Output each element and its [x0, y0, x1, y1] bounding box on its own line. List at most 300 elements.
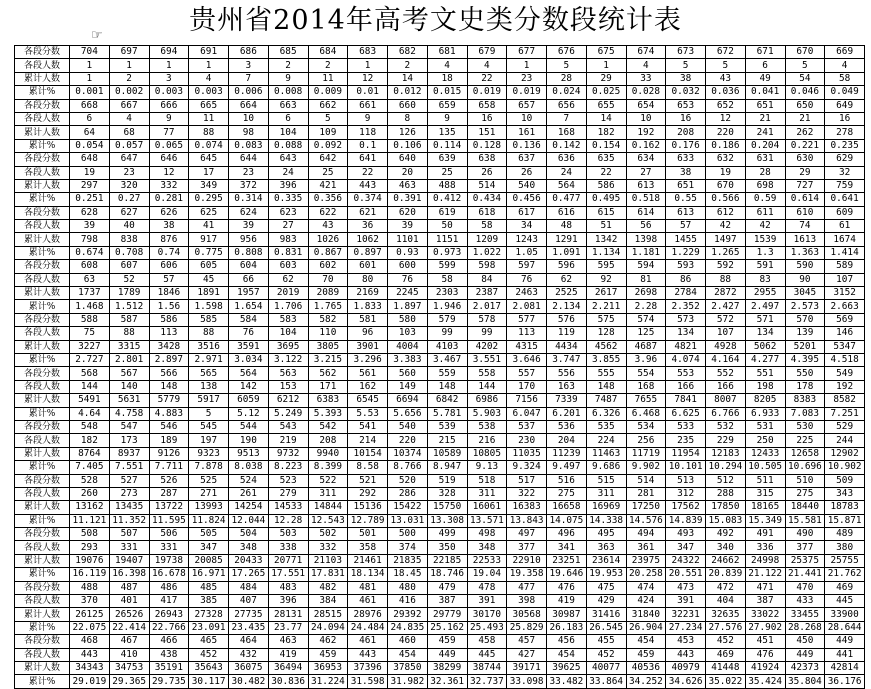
table-cell: 9513: [229, 447, 269, 460]
table-cell: 54: [785, 72, 825, 85]
table-cell: 76: [507, 273, 547, 286]
table-cell: 81: [626, 273, 666, 286]
table-cell: 1: [348, 59, 388, 72]
table-cell: 629: [825, 153, 865, 166]
table-cell: 2: [109, 72, 149, 85]
table-cell: 171: [308, 380, 348, 393]
table-cell: 149: [388, 380, 428, 393]
table-cell: 10154: [348, 447, 388, 460]
table-cell: 401: [109, 595, 149, 608]
table-cell: 125: [626, 327, 666, 340]
table-cell: 18440: [785, 501, 825, 514]
table-cell: 5: [785, 59, 825, 72]
table-cell: 546: [149, 420, 189, 433]
cumulative-percent-row: [15, 300, 865, 313]
table-cell: 551: [745, 367, 785, 380]
table-cell: 6545: [348, 394, 388, 407]
table-cell: 4928: [706, 340, 746, 353]
table-cell: 15.581: [785, 514, 825, 527]
table-cell: 113: [149, 327, 189, 340]
table-cell: 0.412: [427, 193, 467, 206]
table-cell: 58: [825, 72, 865, 85]
table-cell: 3.646: [507, 353, 547, 366]
table-cell: 173: [109, 434, 149, 447]
table-cell: 417: [149, 595, 189, 608]
table-cell: 2.28: [626, 300, 666, 313]
table-cell: 13.308: [427, 514, 467, 527]
table-cell: 10: [229, 112, 269, 125]
table-cell: 35.022: [706, 675, 746, 688]
table-cell: 39: [70, 220, 110, 233]
table-cell: 599: [427, 260, 467, 273]
table-cell: 0.032: [666, 86, 706, 99]
table-cell: 29392: [388, 608, 428, 621]
table-cell: 3.551: [467, 353, 507, 366]
row-label: 各段分数: [15, 528, 70, 541]
table-cell: 0.012: [388, 86, 428, 99]
table-cell: 443: [666, 648, 706, 661]
table-cell: 7339: [547, 394, 587, 407]
table-cell: 23.091: [189, 621, 229, 634]
table-cell: 0.041: [745, 86, 785, 99]
table-cell: 1.091: [547, 246, 587, 259]
table-cell: 5: [547, 59, 587, 72]
table-cell: 166: [706, 380, 746, 393]
table-cell: 2169: [348, 287, 388, 300]
row-label: 累计%: [15, 86, 70, 99]
table-cell: 230: [507, 434, 547, 447]
table-cell: 16.398: [109, 568, 149, 581]
table-cell: 377: [785, 541, 825, 554]
table-cell: 643: [268, 153, 308, 166]
table-cell: 22185: [427, 554, 467, 567]
table-cell: 8383: [785, 394, 825, 407]
table-cell: 0.74: [149, 246, 189, 259]
row-label: 累计人数: [15, 72, 70, 85]
table-cell: 419: [547, 595, 587, 608]
table-cell: 1.897: [388, 300, 428, 313]
table-cell: 83: [745, 273, 785, 286]
table-cell: 104: [268, 126, 308, 139]
row-label: 累计%: [15, 514, 70, 527]
table-cell: 98: [229, 126, 269, 139]
score-row: [15, 313, 865, 326]
table-cell: 432: [229, 648, 269, 661]
table-cell: 3152: [825, 287, 865, 300]
table-cell: 5.53: [348, 407, 388, 420]
table-cell: 0.27: [109, 193, 149, 206]
table-cell: 19: [706, 166, 746, 179]
table-cell: 0.088: [268, 139, 308, 152]
table-cell: 6: [268, 112, 308, 125]
table-cell: 244: [825, 434, 865, 447]
table-cell: 538: [467, 420, 507, 433]
table-cell: 558: [467, 367, 507, 380]
table-cell: 8764: [70, 447, 110, 460]
table-cell: 579: [427, 313, 467, 326]
cumulative-count-row: [15, 501, 865, 514]
table-cell: 5062: [745, 340, 785, 353]
table-cell: 30987: [547, 608, 587, 621]
table-cell: 241: [745, 126, 785, 139]
table-cell: 798: [70, 233, 110, 246]
table-cell: 525: [189, 474, 229, 487]
table-cell: 30568: [507, 608, 547, 621]
table-cell: 3.96: [626, 353, 666, 366]
table-cell: 0.009: [308, 86, 348, 99]
score-distribution-table: [14, 45, 865, 689]
score-row: [15, 474, 865, 487]
table-cell: 35643: [189, 661, 229, 674]
row-label: 各段分数: [15, 206, 70, 219]
table-cell: 34.252: [626, 675, 666, 688]
table-cell: 5: [308, 112, 348, 125]
table-cell: 68: [109, 126, 149, 139]
table-cell: 76: [388, 273, 428, 286]
table-cell: 0.295: [189, 193, 229, 206]
table-cell: 675: [586, 46, 626, 59]
table-cell: 19.358: [507, 568, 547, 581]
table-cell: 5.903: [467, 407, 507, 420]
table-cell: 636: [547, 153, 587, 166]
table-cell: 2872: [706, 287, 746, 300]
table-cell: 1.414: [825, 246, 865, 259]
table-cell: 278: [825, 126, 865, 139]
table-cell: 575: [586, 313, 626, 326]
row-label: 累计%: [15, 300, 70, 313]
table-cell: 30.117: [189, 675, 229, 688]
table-cell: 11.824: [189, 514, 229, 527]
table-cell: 570: [785, 313, 825, 326]
table-cell: 20433: [229, 554, 269, 567]
table-cell: 573: [666, 313, 706, 326]
table-cell: 983: [268, 233, 308, 246]
table-cell: 3805: [308, 340, 348, 353]
table-cell: 0.092: [308, 139, 348, 152]
table-cell: 625: [189, 206, 229, 219]
table-cell: 1: [149, 59, 189, 72]
table-cell: 6986: [467, 394, 507, 407]
table-cell: 42814: [825, 661, 865, 674]
score-row: [15, 99, 865, 112]
table-cell: 515: [586, 474, 626, 487]
table-cell: 7.251: [825, 407, 865, 420]
count-row: [15, 273, 865, 286]
table-cell: 486: [149, 581, 189, 594]
table-cell: 0.477: [547, 193, 587, 206]
table-cell: 664: [229, 99, 269, 112]
table-cell: 31416: [586, 608, 626, 621]
table-cell: 566: [149, 367, 189, 380]
table-cell: 640: [388, 153, 428, 166]
table-cell: 225: [785, 434, 825, 447]
table-cell: 459: [427, 635, 467, 648]
table-cell: 332: [149, 179, 189, 192]
table-cell: 15136: [348, 501, 388, 514]
table-cell: 578: [467, 313, 507, 326]
table-cell: 602: [308, 260, 348, 273]
table-cell: 497: [507, 528, 547, 541]
table-cell: 281: [626, 487, 666, 500]
table-cell: 433: [785, 595, 825, 608]
table-cell: 8937: [109, 447, 149, 460]
table-cell: 0.106: [388, 139, 428, 152]
row-label: 累计人数: [15, 287, 70, 300]
table-cell: 451: [745, 635, 785, 648]
table-cell: 75: [70, 327, 110, 340]
table-cell: 1.134: [586, 246, 626, 259]
table-cell: 139: [785, 327, 825, 340]
table-cell: 550: [785, 367, 825, 380]
table-cell: 540: [388, 420, 428, 433]
table-cell: 1.654: [229, 300, 269, 313]
table-cell: 51: [586, 220, 626, 233]
table-cell: 0.335: [268, 193, 308, 206]
table-cell: 4315: [507, 340, 547, 353]
table-cell: 311: [586, 487, 626, 500]
table-cell: 0.518: [626, 193, 666, 206]
table-cell: 208: [666, 126, 706, 139]
table-cell: 5.249: [268, 407, 308, 420]
table-cell: 2.352: [666, 300, 706, 313]
table-cell: 498: [467, 528, 507, 541]
table-cell: 656: [547, 99, 587, 112]
table-cell: 24.484: [348, 621, 388, 634]
table-cell: 29.019: [70, 675, 110, 688]
table-cell: 11035: [507, 447, 547, 460]
table-cell: 4: [427, 59, 467, 72]
table-cell: 523: [268, 474, 308, 487]
table-cell: 8.766: [388, 461, 428, 474]
table-cell: 22.766: [149, 621, 189, 634]
hand-cursor-icon: ☞: [91, 28, 103, 43]
table-cell: 2955: [745, 287, 785, 300]
table-cell: 10374: [388, 447, 428, 460]
table-cell: 514: [626, 474, 666, 487]
count-row: [15, 380, 865, 393]
table-cell: 3591: [229, 340, 269, 353]
table-cell: 16: [467, 112, 507, 125]
table-cell: 5631: [109, 394, 149, 407]
table-cell: 2245: [388, 287, 428, 300]
table-cell: 20: [388, 166, 428, 179]
table-cell: 556: [547, 367, 587, 380]
table-cell: 33900: [825, 608, 865, 621]
table-cell: 13722: [149, 501, 189, 514]
table-cell: 612: [706, 206, 746, 219]
table-cell: 144: [70, 380, 110, 393]
table-cell: 4: [825, 59, 865, 72]
table-cell: 391: [467, 595, 507, 608]
table-cell: 219: [268, 434, 308, 447]
table-cell: 561: [348, 367, 388, 380]
table-cell: 1151: [427, 233, 467, 246]
table-cell: 559: [427, 367, 467, 380]
table-cell: 11.595: [149, 514, 189, 527]
table-cell: 0.003: [149, 86, 189, 99]
table-cell: 697: [109, 46, 149, 59]
table-cell: 488: [70, 581, 110, 594]
table-cell: 487: [109, 581, 149, 594]
table-cell: 38744: [467, 661, 507, 674]
table-cell: 0.708: [109, 246, 149, 259]
table-cell: 347: [666, 541, 706, 554]
cumulative-percent-row: [15, 621, 865, 634]
row-label: 各段分数: [15, 153, 70, 166]
table-cell: 501: [348, 528, 388, 541]
table-cell: 649: [825, 99, 865, 112]
table-cell: 9: [149, 112, 189, 125]
table-cell: 16658: [547, 501, 587, 514]
table-cell: 465: [189, 635, 229, 648]
table-cell: 27.902: [745, 621, 785, 634]
table-cell: 2303: [427, 287, 467, 300]
table-cell: 0.006: [229, 86, 269, 99]
table-cell: 2.801: [109, 353, 149, 366]
table-cell: 40077: [586, 661, 626, 674]
table-cell: 35.804: [785, 675, 825, 688]
table-cell: 533: [666, 420, 706, 433]
cumulative-percent-row: [15, 568, 865, 581]
table-cell: 2: [308, 59, 348, 72]
table-cell: 5: [666, 59, 706, 72]
table-cell: 12.789: [348, 514, 388, 527]
table-cell: 0.049: [825, 86, 865, 99]
table-cell: 11239: [547, 447, 587, 460]
table-cell: 1: [70, 59, 110, 72]
table-cell: 500: [388, 528, 428, 541]
cumulative-percent-row: [15, 461, 865, 474]
table-cell: 609: [825, 206, 865, 219]
table-cell: 24662: [706, 554, 746, 567]
table-cell: 3516: [189, 340, 229, 353]
table-cell: 536: [547, 420, 587, 433]
table-cell: 18: [427, 72, 467, 85]
table-cell: 3: [229, 59, 269, 72]
table-cell: 0.775: [189, 246, 229, 259]
table-cell: 16: [825, 112, 865, 125]
table-cell: 657: [507, 99, 547, 112]
table-cell: 653: [666, 99, 706, 112]
table-cell: 0.074: [189, 139, 229, 152]
table-cell: 66: [229, 273, 269, 286]
table-cell: 13.031: [388, 514, 428, 527]
table-cell: 0.176: [666, 139, 706, 152]
table-cell: 0.186: [706, 139, 746, 152]
table-cell: 99: [467, 327, 507, 340]
table-cell: 11.352: [109, 514, 149, 527]
cumulative-count-row: [15, 447, 865, 460]
table-cell: 0.114: [427, 139, 467, 152]
table-cell: 639: [427, 153, 467, 166]
table-cell: 311: [467, 487, 507, 500]
table-cell: 1846: [149, 287, 189, 300]
cumulative-percent-row: [15, 514, 865, 527]
table-cell: 3.122: [268, 353, 308, 366]
table-cell: 331: [109, 541, 149, 554]
table-cell: 24322: [666, 554, 706, 567]
table-cell: 10589: [427, 447, 467, 460]
table-cell: 530: [785, 420, 825, 433]
table-cell: 545: [189, 420, 229, 433]
row-label: 累计人数: [15, 179, 70, 192]
table-cell: 592: [706, 260, 746, 273]
table-cell: 374: [388, 541, 428, 554]
table-cell: 1957: [229, 287, 269, 300]
table-cell: 564: [547, 179, 587, 192]
table-cell: 77: [149, 126, 189, 139]
table-cell: 0.93: [388, 246, 428, 259]
cumulative-percent-row: [15, 675, 865, 688]
table-cell: 407: [229, 595, 269, 608]
table-cell: 7156: [507, 394, 547, 407]
table-cell: 29: [785, 166, 825, 179]
table-cell: 513: [666, 474, 706, 487]
table-cell: 128: [586, 327, 626, 340]
cumulative-count-row: [15, 340, 865, 353]
table-cell: 2.497: [745, 300, 785, 313]
table-cell: 14533: [268, 501, 308, 514]
table-cell: 21461: [348, 554, 388, 567]
table-cell: 600: [388, 260, 428, 273]
table-cell: 0.128: [467, 139, 507, 152]
table-cell: 41924: [745, 661, 785, 674]
row-label: 各段人数: [15, 112, 70, 125]
table-cell: 30.836: [268, 675, 308, 688]
table-cell: 469: [706, 648, 746, 661]
table-cell: 535: [586, 420, 626, 433]
table-cell: 21.762: [825, 568, 865, 581]
table-cell: 9126: [149, 447, 189, 460]
table-cell: 146: [825, 327, 865, 340]
table-cell: 297: [70, 179, 110, 192]
table-cell: 144: [467, 380, 507, 393]
table-cell: 35191: [149, 661, 189, 674]
table-cell: 1891: [189, 287, 229, 300]
table-cell: 593: [666, 260, 706, 273]
table-cell: 583: [268, 313, 308, 326]
table-cell: 681: [427, 46, 467, 59]
table-cell: 3428: [149, 340, 189, 353]
table-cell: 0.831: [268, 246, 308, 259]
table-cell: 0.391: [388, 193, 428, 206]
table-cell: 17850: [706, 501, 746, 514]
table-cell: 474: [626, 581, 666, 594]
table-cell: 454: [388, 648, 428, 661]
table-cell: 586: [586, 179, 626, 192]
table-cell: 637: [507, 153, 547, 166]
table-cell: 615: [586, 206, 626, 219]
table-cell: 361: [626, 541, 666, 554]
table-cell: 489: [825, 528, 865, 541]
table-cell: 148: [149, 380, 189, 393]
table-cell: 57: [149, 273, 189, 286]
table-cell: 16061: [467, 501, 507, 514]
table-cell: 534: [626, 420, 666, 433]
table-cell: 1026: [308, 233, 348, 246]
table-cell: 12: [149, 166, 189, 179]
table-cell: 504: [229, 528, 269, 541]
table-cell: 10: [626, 112, 666, 125]
table-cell: 192: [825, 380, 865, 393]
table-cell: 514: [467, 179, 507, 192]
table-cell: 343: [825, 487, 865, 500]
table-cell: 20.551: [666, 568, 706, 581]
table-cell: 0.808: [229, 246, 269, 259]
table-cell: 0.024: [547, 86, 587, 99]
table-cell: 526: [149, 474, 189, 487]
table-cell: 5.781: [427, 407, 467, 420]
